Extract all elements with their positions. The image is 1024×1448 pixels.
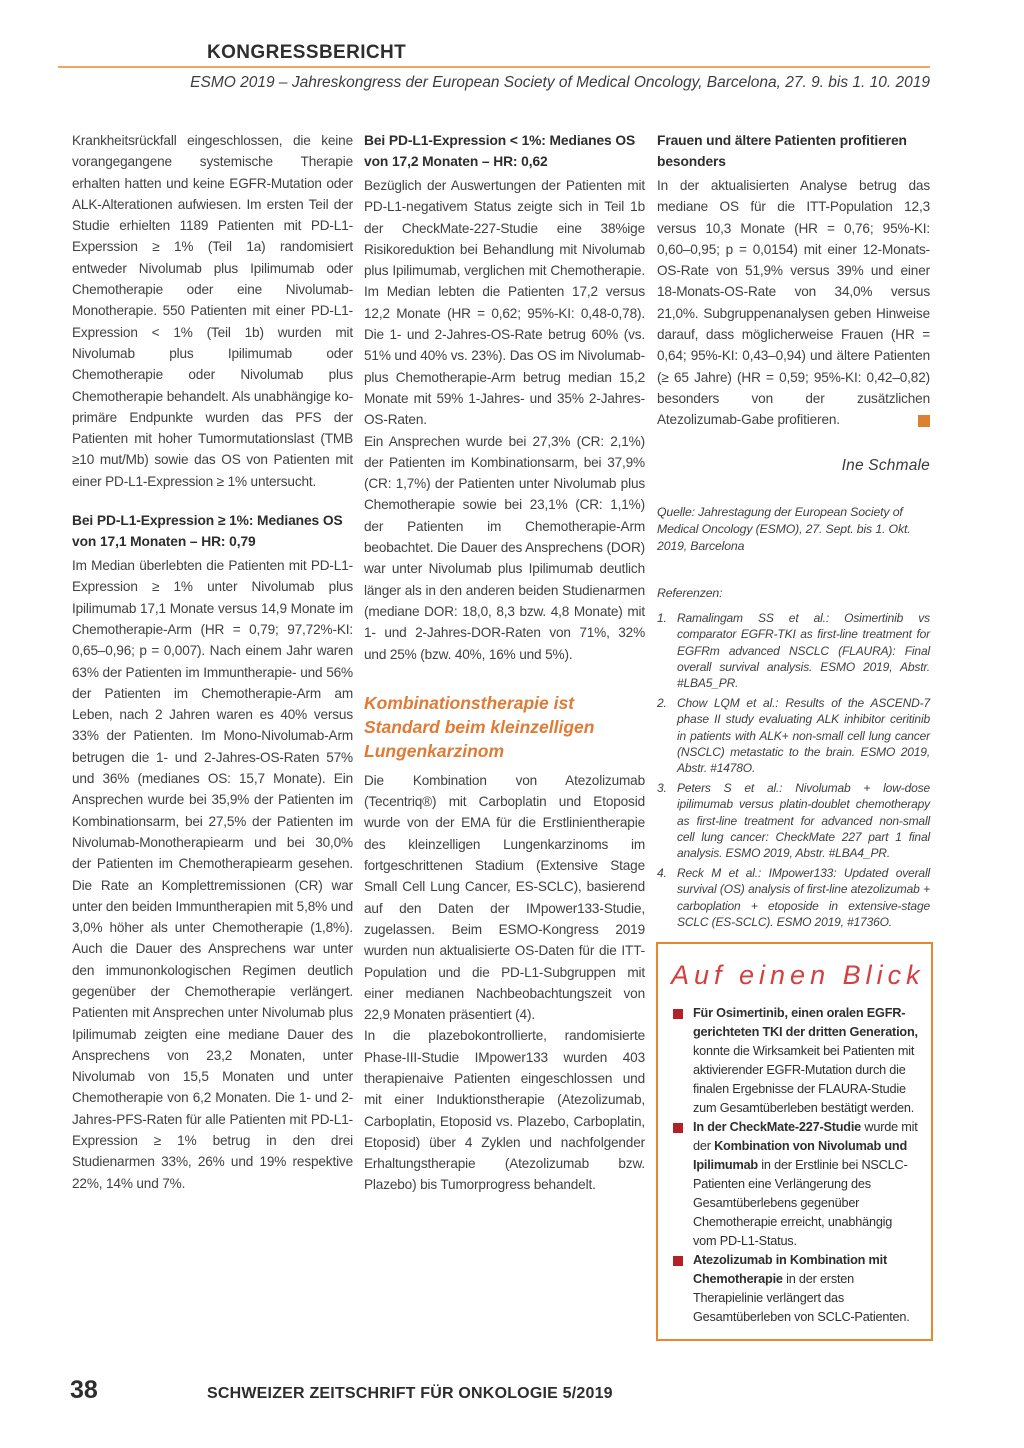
bullet-square-icon bbox=[673, 1256, 683, 1266]
section-kicker: KONGRESSBERICHT bbox=[207, 42, 407, 63]
reference-text: Peters S et al.: Nivolumab + low-dose ipilimumab versus platin-doublet chemotherapy as first-line treatment for advanced non-small cell lung cancer: CheckMate 227 part 1 final analysis. ESMO 2019, Abstr. #LBA4_PR. bbox=[677, 781, 930, 860]
bullet-square-icon bbox=[673, 1123, 683, 1133]
references-label: Referenzen: bbox=[657, 585, 723, 600]
source-note: Quelle: Jahrestagung der European Society of Medical Oncology (ESMO), 27. Sept. bis 1. Okt. 2019, Barcelona bbox=[657, 504, 911, 553]
body-paragraph: Im Median überlebten die Patienten mit PD-L1-Expression ≥ 1% unter Nivolumab plus Ipilimumab 17,1 Monate versus 14,9 Monate im Chemotherapie-Arm (HR = 0,79; 97,72%-KI: 0,65–0,96; p = 0,007). Nach einem Jahr waren 63% der Patienten im Immuntherapie- und 56% der Patienten im Chemotherapie-Arm am Leben, nach 2 Jahren waren es 40% versus 33% der Patienten. Im Mono-Nivolumab-Arm betrugen die 1- und 2-Jahres-OS-Raten 57% und 36% (medianes OS: 15,7 Monate). Ein Ansprechen wurde bei 35,9% der Patienten im Kombinationsarm, bei 27,5% der Patienten im Nivolumab-Monotherapiearm und bei 30,0% der Patienten im Chemotherapiearm gesehen. Die Rate an Komplettremissionen (CR) war unter den beiden Immuntherapien mit 5,8% und 3,0% höher als unter Chemotherapie (1,8%). Auch die Dauer des Ansprechens war unter den immunonkologischen Regimen deutlich gegenüber der Chemotherapie verlängert. Patienten mit Ansprechen unter Nivolumab plus Ipilimumab zeigten eine mediane Dauer des Ansprechens von 23,2 Monaten, unter Nivolumab von 15,5 Monaten und unter Chemotherapie von 6,2 Monaten. Die 1- und 2-Jahres-PFS-Raten für alle Patienten mit PD-L1-Expression ≥ 1% betrug in den drei Studienarmen 33%, 26% und 19% respektive 22%, 14% und 7%. bbox=[72, 558, 353, 1191]
box-bullet-item bbox=[671, 1004, 918, 1118]
end-of-article-marker-icon bbox=[918, 415, 930, 427]
bullet-square-icon bbox=[673, 1009, 683, 1019]
subsection-heading: Frauen und ältere Patienten profitieren besonders bbox=[657, 133, 907, 169]
box-bullet-item bbox=[671, 1118, 918, 1251]
box-bullet-text: In der CheckMate-227-Studie wurde mit der Kombination von Nivolumab und Ipilimumab in der Erstlinie bei NSCLC-Patienten eine Verlängerung des Gesamtüberlebens gegenüber Chemotherapie erreicht, unabhängig vom PD-L1-Status. bbox=[693, 1120, 918, 1248]
reference-text: Reck M et al.: IMpower133: Updated overall survival (OS) analysis of first-line atezolizumab + carboplation + etoposide in extensive-stage SCLC (ES-SCLC). ESMO 2019, #1736O. bbox=[677, 866, 930, 929]
body-paragraph: Bezüglich der Auswertungen der Patienten mit PD-L1-negativem Status zeigte sich in Teil 1b der CheckMate-227-Studie eine 38%ige Risikoreduktion bei Behandlung mit Nivolumab plus Ipilimumab, verglichen mit Chemotherapie. Im Median lebten die Patienten 17,2 versus 12,2 Monate (HR = 0,62; 95%-KI: 0,48-0,78). Die 1- und 2-Jahres-OS-Rate betrug 60% (vs. 51% und 40% vs. 23%). Das OS im Nivolumab- plus Chemotherapie-Arm betrug median 15,2 Monate mit 59% 1-Jahres- und 35% 2-Jahres-OS-Raten. bbox=[364, 178, 645, 428]
subsection-heading: Bei PD-L1-Expression < 1%: Medianes OS von 17,2 Monaten – HR: 0,62 bbox=[364, 133, 636, 169]
box-bullet-text: Atezolizumab in Kombination mit Chemotherapie in der ersten Therapielinie verlängert das Gesamtüberleben von SCLC-Patienten. bbox=[693, 1253, 910, 1324]
box-bullet-item bbox=[671, 1251, 918, 1327]
body-paragraph: In die plazebokontrollierte, randomisierte Phase-III-Studie IMpower133 wurden 403 therapienaive Patienten eingeschlossen und mit einer Induktionstherapie (Atezolizumab, Carboplatin, Etoposid vs. Plazebo, Carboplatin, Etoposid) über 4 Zyklen und nachfolgender Erhaltungstherapie (Atezolizumab bzw. Plazebo) bis Tumorprogress behandelt. bbox=[364, 1028, 645, 1193]
reference-number: 4. bbox=[657, 866, 667, 881]
reference-number: 2. bbox=[657, 696, 667, 711]
reference-text: Chow LQM et al.: Results of the ASCEND-7 phase II study evaluating ALK inhibitor ceritinib in patients with ALK+ non-small cell lung cancer (NSCLC) metastatic to the brain. ESMO 2019, Abstr. #1478O. bbox=[677, 696, 930, 775]
page-number: 38 bbox=[70, 1376, 98, 1404]
journal-name: SCHWEIZER ZEITSCHRIFT FÜR ONKOLOGIE 5/2019 bbox=[207, 1385, 613, 1402]
auf-einen-blick-box bbox=[656, 942, 933, 1341]
reference-item bbox=[657, 780, 930, 861]
header-rule bbox=[58, 66, 930, 68]
column-2 bbox=[364, 130, 645, 1196]
body-paragraph: Ein Ansprechen wurde bei 27,3% (CR: 2,1%) der Patienten im Kombinationsarm, bei 37,9% (CR: 1,7%) der Patienten unter Nivolumab plus Chemotherapie sowie bei 23,1% (CR: 1,1%) der Patienten im Chemotherapie-Arm beobachtet. Die Dauer des Ansprechens (DOR) war unter Nivolumab plus Ipilimumab deutlich länger als in den anderen beiden Studienarmen (mediane DOR: 18,0, 8,3 bzw. 4,8 Monate) mit 1- und 2-Jahres-DOR-Raten von 71%, 32% und 25% (bzw. 40%, 16% und 5%). bbox=[364, 433, 645, 662]
body-paragraph bbox=[657, 175, 930, 431]
section-heading: Kombinationstherapie ist Standard beim kleinzelligen Lungenkarzinom bbox=[364, 692, 595, 761]
reference-item bbox=[657, 865, 930, 930]
reference-text: Ramalingam SS et al.: Osimertinib vs comparator EGFR-TKI as first-line treatment for EGFRm advanced NSCLC (FLAURA): Final overall survival analysis. ESMO 2019, Abstr. #LBA5_PR. bbox=[677, 611, 930, 690]
congress-subtitle: ESMO 2019 – Jahreskongress der European Society of Medical Oncology, Barcelona, 27. 9. bis 1. 10. 2019 bbox=[190, 74, 930, 91]
reference-item bbox=[657, 610, 930, 691]
box-bullet-text: Für Osimertinib, einen oralen EGFR-gerichteten TKI der dritten Generation, konnte die Wirksamkeit bei Patienten mit aktivierender EGFR-Mutation durch die finalen Ergebnisse der FLAURA-Studie zum Gesamtüberleben bestätigt werden. bbox=[693, 1006, 918, 1115]
author-byline: Ine Schmale bbox=[841, 456, 930, 474]
box-title: Auf einen Blick bbox=[671, 960, 925, 990]
body-paragraph: Krankheitsrückfall eingeschlossen, die keine vorangegangene systemische Therapie erhalten hatten und keine EGFR-Mutation oder ALK-Alterationen aufwiesen. Im ersten Teil der Studie erhielten 1189 Patienten mit PD-L1-Experssion ≥ 1% (Teil 1a) randomisiert entweder Nivolumab plus Ipilimumab oder Chemotherapie oder eine Nivolumab-Monotherapie. 550 Patienten mit einer PD-L1-Expression < 1% (Teil 1b) wurden mit Nivolumab plus Ipilimumab oder Chemotherapie oder Nivolumab plus Chemotherapie behandelt. Als unabhängige ko-primäre Endpunkte wurden das PFS der Patienten mit hoher Tumormutationslast (TMB ≥10 mut/Mb) sowie das OS von Patienten mit einer PD-L1-Expression ≥ 1% untersucht. bbox=[72, 133, 353, 489]
references-list bbox=[657, 610, 930, 930]
reference-item bbox=[657, 695, 930, 776]
column-1 bbox=[72, 130, 353, 1194]
reference-number: 1. bbox=[657, 611, 667, 626]
paragraph-text: In der aktualisierten Analyse betrug das mediane OS für die ITT-Population 12,3 versus 10,3 Monate (HR = 0,76; 95%-KI: 0,60–0,95; p = 0,0154) mit einer 12-Monats-OS-Rate von 51,9% versus 39% und einer 18-Monats-OS-Rate von 34,0% versus 21,0%. Subgruppenanalysen geben Hinweise darauf, dass möglicherweise Frauen (HR = 0,64; 95%-KI: 0,43–0,94) und ältere Patienten (≥ 65 Jahre) (HR = 0,59; 95%-KI: 0,42–0,82) besonders von der zusätzlichen Atezolizumab-Gabe profitieren. bbox=[657, 178, 930, 428]
auf-einen-blick-items bbox=[671, 1004, 918, 1327]
reference-number: 3. bbox=[657, 781, 667, 796]
body-paragraph: Die Kombination von Atezolizumab (Tecentriq®) mit Carboplatin und Etoposid wurde von der EMA für die Erstlinientherapie des kleinzelligen Lungenkarzinoms im fortgeschrittenen Stadium (Extensive Stage Small Cell Lung Cancer, ES-SCLC), basierend auf den Daten der IMpower133-Studie, zugelassen. Beim ESMO-Kongress 2019 wurden nun aktualisierte OS-Daten für die ITT-Population und die PD-L1-Subgruppen mit einer medianen Nachbeobachtungszeit von 22,9 Monaten präsentiert (4). bbox=[364, 772, 645, 1023]
column-3 bbox=[657, 130, 930, 930]
subsection-heading: Bei PD-L1-Expression ≥ 1%: Medianes OS von 17,1 Monaten – HR: 0,79 bbox=[72, 513, 343, 550]
